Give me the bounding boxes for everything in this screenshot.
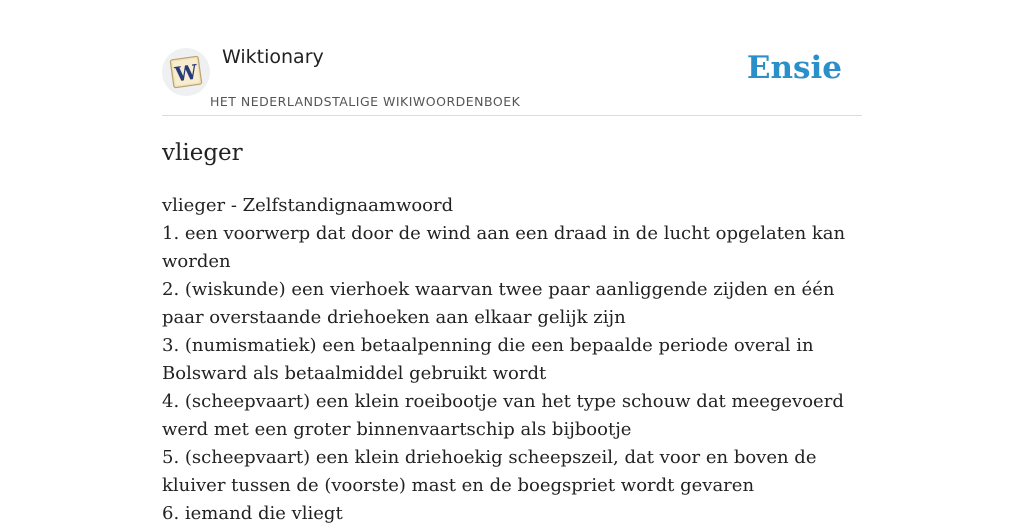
entry-heading: vlieger - Zelfstandignaamwoord: [162, 195, 454, 216]
definition-item: 2. (wiskunde) een vierhoek waarvan twee paar aanliggende zijden en één paar overstaande driehoeken aan elkaar gelijk zijn: [162, 279, 835, 328]
site-header: [162, 44, 862, 116]
wiktionary-logo-icon[interactable]: [162, 48, 210, 96]
entry-body: [162, 192, 862, 528]
site-tagline: HET NEDERLANDSTALIGE WIKIWOORDENBOEK: [210, 94, 521, 109]
brand-logo[interactable]: Ensie: [746, 50, 842, 86]
definition-item: 5. (scheepvaart) een klein driehoekig scheepszeil, dat voor en boven de kluiver tussen de (voorste) mast en de boegspriet wordt gevaren: [162, 447, 817, 496]
definition-item: 3. (numismatiek) een betaalpenning die een bepaalde periode overal in Bolsward als betaalmiddel gebruikt wordt: [162, 335, 814, 384]
definition-item: 6. iemand die vliegt: [162, 503, 343, 524]
definition-item: 4. (scheepvaart) een klein roeibootje van het type schouw dat meegevoerd werd met een groter binnenvaartschip als bijbootje: [162, 391, 844, 440]
page-title: vlieger: [162, 140, 243, 166]
svg-text:W: W: [173, 59, 199, 87]
site-name[interactable]: Wiktionary: [222, 46, 324, 68]
definition-item: 1. een voorwerp dat door de wind aan een draad in de lucht opgelaten kan worden: [162, 223, 846, 272]
